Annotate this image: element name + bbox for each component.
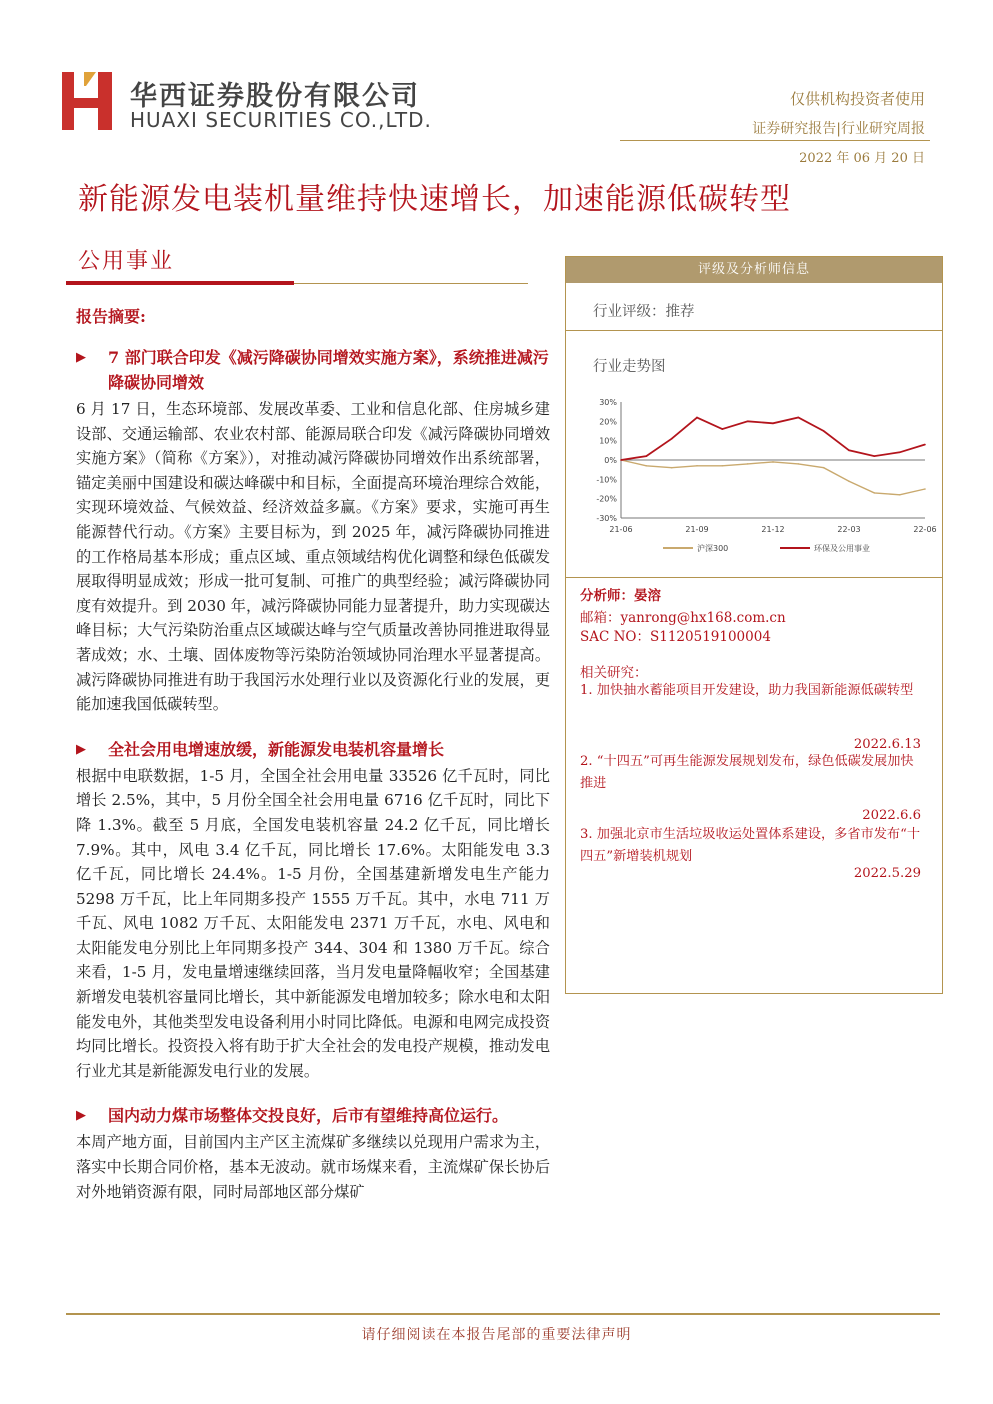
trend-chart xyxy=(575,390,940,565)
section-heading: ▶ 7 部门联合印发《减污降碳协同增效实施方案》，系统推进减污降碳协同增效 xyxy=(76,345,550,395)
sector-rule xyxy=(294,283,528,284)
data-point xyxy=(823,430,825,432)
company-name-en: HUAXI SECURITIES CO.,LTD. xyxy=(130,108,432,132)
sector-rule-accent xyxy=(66,281,294,285)
related-research-label: 相关研究： xyxy=(580,665,648,681)
legend-label: 环保及公用事业 xyxy=(814,544,870,553)
related-report-date: 2022.6.6 xyxy=(862,808,921,823)
data-point xyxy=(874,455,876,457)
summary-column xyxy=(76,300,550,1224)
data-point xyxy=(696,465,698,467)
analyst-name: 分析师：晏溶 xyxy=(580,588,661,604)
related-report-date: 2022.6.13 xyxy=(853,737,921,752)
legal-notice: 请仔细阅读在本报告尾部的重要法律声明 xyxy=(361,1327,632,1343)
section-body: 6 月 17 日，生态环境部、发展改革委、工业和信息化部、住房城乡建设部、交通运输部、农业农村部、能源局联合印发《减污降碳协同增效实施方案》（简称《方案》），对推动减污降碳协同增效作出系统部署，锚定美丽中国建设和碳达峰碳中和目标，全面提高环境治理综合效能，实现环境效益、气候效益、经济效益多赢。《方案》要求，实施可再生能源替代行动。《方案》主要目标为，到 2025 年，减污降碳协同推进的工作格局基本形成；重点区域、重点领域结构优化调整和绿色低碳发展取得明显成效；形成一批可复制、可推广的典型经验；减污降碳协同度有效提升。到 2030 年，减污降碳协同能力显著提升，助力实现碳达峰目标；大气污染防治重点区域碳达峰与空气质量改善协同推进取得显著成效；水、土壤、固体废物等污染防治领域协同治理水平显著提高。减污降碳协同推进有助于我国污水处理行业以及资源化行业的发展，更能加速我国低碳转型。 xyxy=(76,400,550,714)
industry-rating: 行业评级：推荐 xyxy=(593,304,695,320)
data-point xyxy=(747,463,749,465)
x-tick-label: 22-06 xyxy=(913,525,937,534)
bullet-triangle-icon: ▶ xyxy=(76,1108,86,1124)
x-tick-label: 21-06 xyxy=(609,525,633,534)
data-point xyxy=(823,467,825,469)
report-date: 2022 年 06 月 20 日 xyxy=(799,151,925,166)
x-tick-label: 21-12 xyxy=(761,525,785,534)
y-tick-label: 0% xyxy=(604,456,617,465)
data-point xyxy=(722,465,724,467)
y-tick-label: -30% xyxy=(596,514,617,523)
panel-divider xyxy=(566,330,942,331)
data-point xyxy=(671,438,673,440)
sector-name: 公用事业 xyxy=(78,249,175,274)
analyst-email: 邮箱：yanrong@hx168.com.cn xyxy=(580,610,786,626)
series-line-csi300 xyxy=(621,460,925,495)
y-tick-label: -10% xyxy=(596,475,617,485)
data-point xyxy=(899,451,901,453)
related-report-date: 2022.5.29 xyxy=(853,866,921,881)
data-point xyxy=(772,461,774,463)
data-point xyxy=(848,450,850,452)
bullet-triangle-icon: ▶ xyxy=(76,350,86,365)
panel-divider xyxy=(566,577,942,578)
data-point xyxy=(722,428,724,430)
section-heading: ▶ 全社会用电增速放缓，新能源发电装机容量增长 xyxy=(76,737,550,762)
report-title: 新能源发电装机量维持快速增长，加速能源低碳转型 xyxy=(78,182,791,217)
related-report-title: 2. “十四五”可再生能源发展规划发布，绿色低碳发展加快推进 xyxy=(580,754,914,791)
huaxi-logo xyxy=(62,72,112,130)
data-point xyxy=(798,463,800,465)
footer-divider xyxy=(66,1313,940,1315)
data-point xyxy=(747,421,749,423)
y-tick-label: 20% xyxy=(599,417,617,427)
report-type: 证券研究报告|行业研究周报 xyxy=(752,121,925,137)
audience-note: 仅供机构投资者使用 xyxy=(789,90,925,108)
data-point xyxy=(874,492,876,494)
section-body: 本周产地方面，目前国内主产区主流煤矿多继续以兑现用户需求为主，落实中长期合同价格，基本无波动。就市场煤来看，主流煤矿保长协后对外地销资源有限，同时局部地区部分煤矿 xyxy=(76,1133,550,1201)
section-heading: ▶ 国内动力煤市场整体交投良好，后市有望维持高位运行。 xyxy=(76,1103,550,1128)
data-point xyxy=(899,494,901,496)
data-point xyxy=(924,444,926,446)
company-name-cn: 华西证券股份有限公司 xyxy=(130,81,420,112)
data-point xyxy=(646,455,648,457)
x-tick-label: 21-09 xyxy=(685,525,709,534)
bullet-triangle-icon: ▶ xyxy=(76,741,86,757)
legend-label: 沪深300 xyxy=(697,544,729,553)
header-divider xyxy=(620,140,930,141)
y-tick-label: 10% xyxy=(599,436,617,446)
section-body: 根据中电联数据，1-5 月，全国全社会用电量 33526 亿千瓦时，同比增长 2.5%，其中，5 月份全国全社会用电量 6716 亿千瓦时，同比下降 1.3%。截至 5 月底，全国发电装机容量 24.2 亿千瓦，同比增长 7.9%。其中，风电 3.4 亿千瓦，同比增长 17.6%。太阳能发电 3.3 亿千瓦，同比增长 24.4%。1-5 月份，全国基建新增发电生产能力 5298 万千瓦，比上年同期多投产 1555 万千瓦。其中，水电 711 万千瓦、风电 1082 万千瓦、太阳能发电 2371 万千瓦，水电、风电和太阳能发电分别比上年同期多投产 344、304 和 1380 万千瓦。综合来看，1-5 月，发电量增速继续回落，当月发电量降幅收窄；全国基建新增发电装机容量同比增长，其中新能源发电增加较多；除水电和太阳能发电外，其他类型发电设备利用小时同比降低。电源和电网完成投资均同比增长。投资投入将有助于扩大全社会的发电投产规模，推动发电行业尤其是新能源发电行业的发展。 xyxy=(76,766,550,1080)
y-tick-label: -20% xyxy=(596,494,617,504)
data-point xyxy=(772,422,774,424)
trend-chart-label: 行业走势图 xyxy=(593,359,666,375)
x-tick-label: 22-03 xyxy=(837,525,861,534)
data-point xyxy=(671,467,673,469)
data-point xyxy=(798,417,800,419)
data-point xyxy=(696,417,698,419)
summary-heading: 报告摘要: xyxy=(76,307,146,326)
data-point xyxy=(620,459,622,461)
data-point xyxy=(646,465,648,467)
y-tick-label: 30% xyxy=(599,398,617,407)
analyst-sac-no: SAC NO：S1120519100004 xyxy=(580,629,771,645)
related-report-title: 3. 加强北京市生活垃圾收运处置体系建设，多省市发布“十四五”新增装机规划 xyxy=(580,827,921,864)
panel-header: 评级及分析师信息 xyxy=(566,257,942,283)
related-report-title: 1. 加快抽水蓄能项目开发建设，助力我国新能源低碳转型 xyxy=(580,683,914,698)
data-point xyxy=(848,480,850,482)
data-point xyxy=(924,488,926,490)
